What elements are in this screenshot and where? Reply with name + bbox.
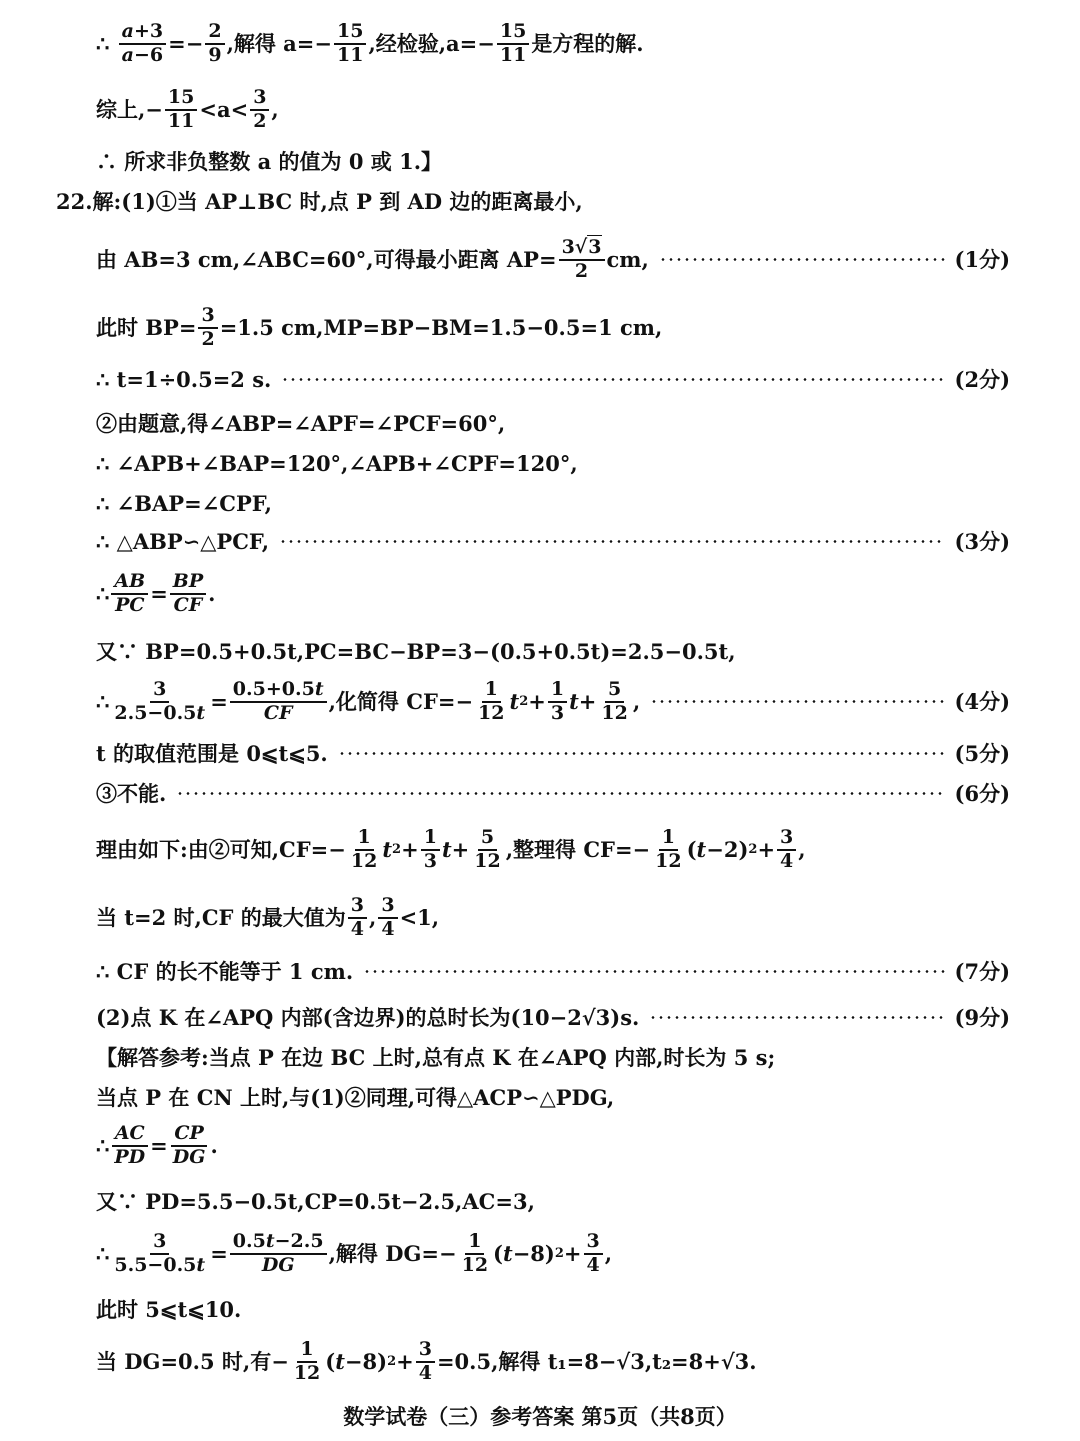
score-6: (6分) [954, 781, 1010, 806]
text-run: , [271, 97, 279, 123]
text-run: <1, [399, 905, 440, 931]
text-run: <a< [199, 97, 249, 123]
text-run: 理由如下:由②可知,CF=− [96, 837, 346, 863]
similar-line [96, 530, 1010, 553]
text-run: ,化简得 CF=− [328, 689, 474, 715]
ratio-line: ∴ $\frac{AB}{PC}$ = $\frac{BP}{CF}$ . [96, 570, 216, 616]
score-5: (5分) [954, 741, 1010, 766]
score-2: (2分) [954, 367, 1010, 392]
prev-solution-line: ∴ $\frac{a+3}{a-6}$ =− $\frac{2}{9}$ ,解得 a=− $\frac{15}{11}$ ,经检验,a=− $\frac{15}{11}$ 是方程的解. [96, 20, 644, 66]
dot-leader [176, 792, 944, 795]
text-run: 综上,− [96, 97, 163, 123]
text-run: ∴ [96, 689, 110, 715]
fraction: $\frac{1}{12}$ [350, 826, 378, 872]
reason-line: 理由如下:由②可知,CF=− $\frac{1}{12}$ t 2 + $\frac{1}{3}$ t + $\frac{5}{12}$ ,整理得 CF=− $\frac{1}{12}$ ( t −2) 2 + $\frac{3}{4}$ , [96, 826, 806, 872]
text-run: cm, [606, 247, 649, 273]
text-run: 又∵ BP=0.5+0.5t,PC=BC−BP=3−(0.5+0.5t)=2.5−0.5t, [96, 639, 736, 664]
t-range-line [96, 742, 1010, 765]
fraction: $\frac{5}{12}$ [474, 826, 501, 872]
fraction: $\frac{1}{12}$ [461, 1230, 489, 1276]
text-run: ∴ [96, 1133, 110, 1159]
score-7: (7分) [954, 959, 1010, 984]
max-value-line: 当 t=2 时,CF 的最大值为 $\frac{3}{4}$ , $\frac{3}{4}$ <1, [96, 894, 440, 940]
text-run: ∴ [96, 1241, 110, 1267]
text-run: t 的取值范围是 0⩽t⩽5. [96, 741, 328, 766]
dot-leader [338, 752, 945, 755]
angle-sum-line [96, 452, 1010, 475]
fraction: $\frac{1}{3}$ [421, 828, 440, 872]
text-run: ③不能. [96, 781, 167, 806]
fraction: $\frac{BP}{CF}$ [170, 572, 206, 616]
score-1: (1分) [954, 247, 1010, 273]
page-footer: 数学试卷（三）参考答案 第5页（共8页） [343, 1404, 737, 1429]
cf-conclusion-line [96, 960, 1010, 983]
dg-line: ∴ $\frac{3}{5.5-0.5t}$ = $\frac{0.5t-2.5}{DG}$ ,解得 DG=− $\frac{1}{12}$ ( t −8) 2 + $\frac{3}{4}$ , [96, 1230, 613, 1276]
fraction: $\frac{3}{2}$ [198, 306, 217, 350]
cannot-line [96, 782, 1010, 805]
text-run: ②由题意,得∠ABP=∠APF=∠PCF=60°, [96, 411, 506, 436]
text-run: 此时 5⩽t⩽10. [96, 1297, 242, 1322]
text-run: ,解得 a=− [226, 31, 332, 57]
text-run: ,经检验,a=− [368, 31, 495, 57]
angle-equal-line [96, 492, 1010, 515]
reference-ratio-line: ∴ $\frac{AC}{PD}$ = $\frac{CP}{DG}$ . [96, 1122, 218, 1168]
text-run: (2)点 K 在∠APQ 内部(含边界)的总时长为(10−2√3)s. [96, 1005, 640, 1030]
text-run: 当点 P 在 CN 上时,与(1)②同理,可得△ACP∽△PDG, [96, 1085, 615, 1110]
dot-leader [281, 378, 944, 381]
text-run: =1.5 cm,MP=BP−BM=1.5−0.5=1 cm, [219, 315, 663, 341]
dot-leader [279, 540, 945, 543]
dot-leader [649, 1016, 944, 1019]
text-run: ∴ 所求非负整数 a 的值为 0 或 1.】 [96, 149, 443, 174]
text-run: ∴ [96, 581, 110, 607]
text-run: ∴ t=1÷0.5=2 s. [96, 367, 272, 392]
fraction: $\frac{15}{11}$ [165, 88, 197, 132]
text-run: 又∵ PD=5.5−0.5t,CP=0.5t−2.5,AC=3, [96, 1189, 535, 1214]
score-4: (4分) [954, 689, 1010, 715]
fraction: $\frac{15}{11}$ [334, 22, 366, 66]
fraction: $\frac{3}{4}$ [378, 896, 397, 940]
score-9: (9分) [954, 1005, 1010, 1030]
fraction: $\frac{3}{2.5-0.5t}$ [114, 678, 206, 724]
text-run: 由 AB=3 cm,∠ABC=60°,可得最小距离 AP= [96, 247, 557, 273]
fraction: $\frac{1}{3}$ [548, 680, 567, 724]
score-3: (3分) [954, 529, 1010, 554]
fraction: $\frac{3}{4}$ [584, 1232, 603, 1276]
fraction: $\frac{CP}{DG}$ [172, 1122, 206, 1168]
fraction: $\frac{0.5t-2.5}{DG}$ [230, 1232, 327, 1276]
fraction: $\frac{0.5+0.5t}{CF}$ [230, 680, 327, 724]
text-run: 是方程的解. [531, 31, 644, 57]
nonneg-int-line [96, 150, 1010, 173]
reference-cn-line [96, 1086, 1010, 1109]
reference-heading [96, 1046, 1010, 1069]
fraction: $\frac{3}{5.5-0.5t}$ [114, 1230, 206, 1276]
text-run: ∴ CF 的长不能等于 1 cm. [96, 959, 354, 984]
range2-line [96, 1298, 1010, 1321]
dot-leader [659, 258, 945, 261]
text-run: ∴ △ABP∽△PCF, [96, 529, 270, 554]
bp-line [96, 306, 1010, 350]
part2-line [96, 1006, 1010, 1029]
text-run: ∴ ∠BAP=∠CPF, [96, 491, 272, 516]
fraction: $\frac{3}{4}$ [348, 896, 367, 940]
summary-line [96, 88, 1010, 132]
text-run: 此时 BP= [96, 315, 197, 341]
min-distance-line [96, 238, 1010, 282]
dot-leader [363, 970, 944, 973]
fraction: $\frac{a+3}{a-6}$ [119, 22, 166, 66]
last-line: 当 DG=0.5 时,有− $\frac{1}{12}$ ( t −8) 2 + $\frac{3}{4}$ =0.5,解得 t₁=8−√3,t₂=8+√3. [96, 1338, 757, 1384]
text-run: ,解得 DG=− [328, 1241, 457, 1267]
text-run: 【解答参考:当点 P 在边 BC 上时,总有点 K 在∠APQ 内部,时长为 5 s; [96, 1045, 776, 1070]
question-22-heading [56, 190, 1010, 213]
pd-cp-line [96, 1190, 1010, 1213]
fraction: $\frac{2}{9}$ [205, 22, 224, 66]
angle-eq-line [96, 412, 1010, 435]
fraction: $\frac{1}{12}$ [478, 678, 505, 724]
fraction: $\frac{15}{11}$ [497, 22, 529, 66]
text-run: 22.解:(1)①当 AP⊥BC 时,点 P 到 AD 边的距离最小, [56, 189, 583, 214]
fraction: $\frac{3√3}{2}$ [559, 238, 605, 282]
fraction: $\frac{1}{12}$ [655, 826, 682, 872]
fraction: $\frac{3}{4}$ [777, 828, 796, 872]
text-run: ,整理得 CF=− [505, 837, 651, 863]
fraction: $\frac{AC}{PD}$ [111, 1124, 148, 1168]
text-run: =0.5,解得 t₁=8−√3,t₂=8+√3. [436, 1349, 757, 1375]
t-value-line [96, 368, 1010, 391]
dot-leader [650, 700, 944, 703]
fraction: $\frac{5}{12}$ [601, 678, 628, 724]
text-run: ∴ ∠APB+∠BAP=120°,∠APB+∠CPF=120°, [96, 451, 578, 476]
fraction: $\frac{AB}{PC}$ [111, 572, 148, 616]
fraction: $\frac{1}{12}$ [293, 1338, 321, 1384]
fraction: $\frac{3}{4}$ [416, 1340, 435, 1384]
fraction: $\frac{3}{2}$ [250, 88, 269, 132]
text-run: 当 DG=0.5 时,有− [96, 1349, 289, 1375]
text-run: 当 t=2 时,CF 的最大值为 [96, 905, 346, 931]
bp-pc-line [96, 640, 1010, 663]
simplify-line: ∴ $\frac{3}{2.5-0.5t}$ = $\frac{0.5+0.5t}{CF}$ ,化简得 CF=− $\frac{1}{12}$ t 2 + $\frac{1}{3}$ t + $\frac{5}{12}$ , (4分) [96, 678, 1010, 724]
